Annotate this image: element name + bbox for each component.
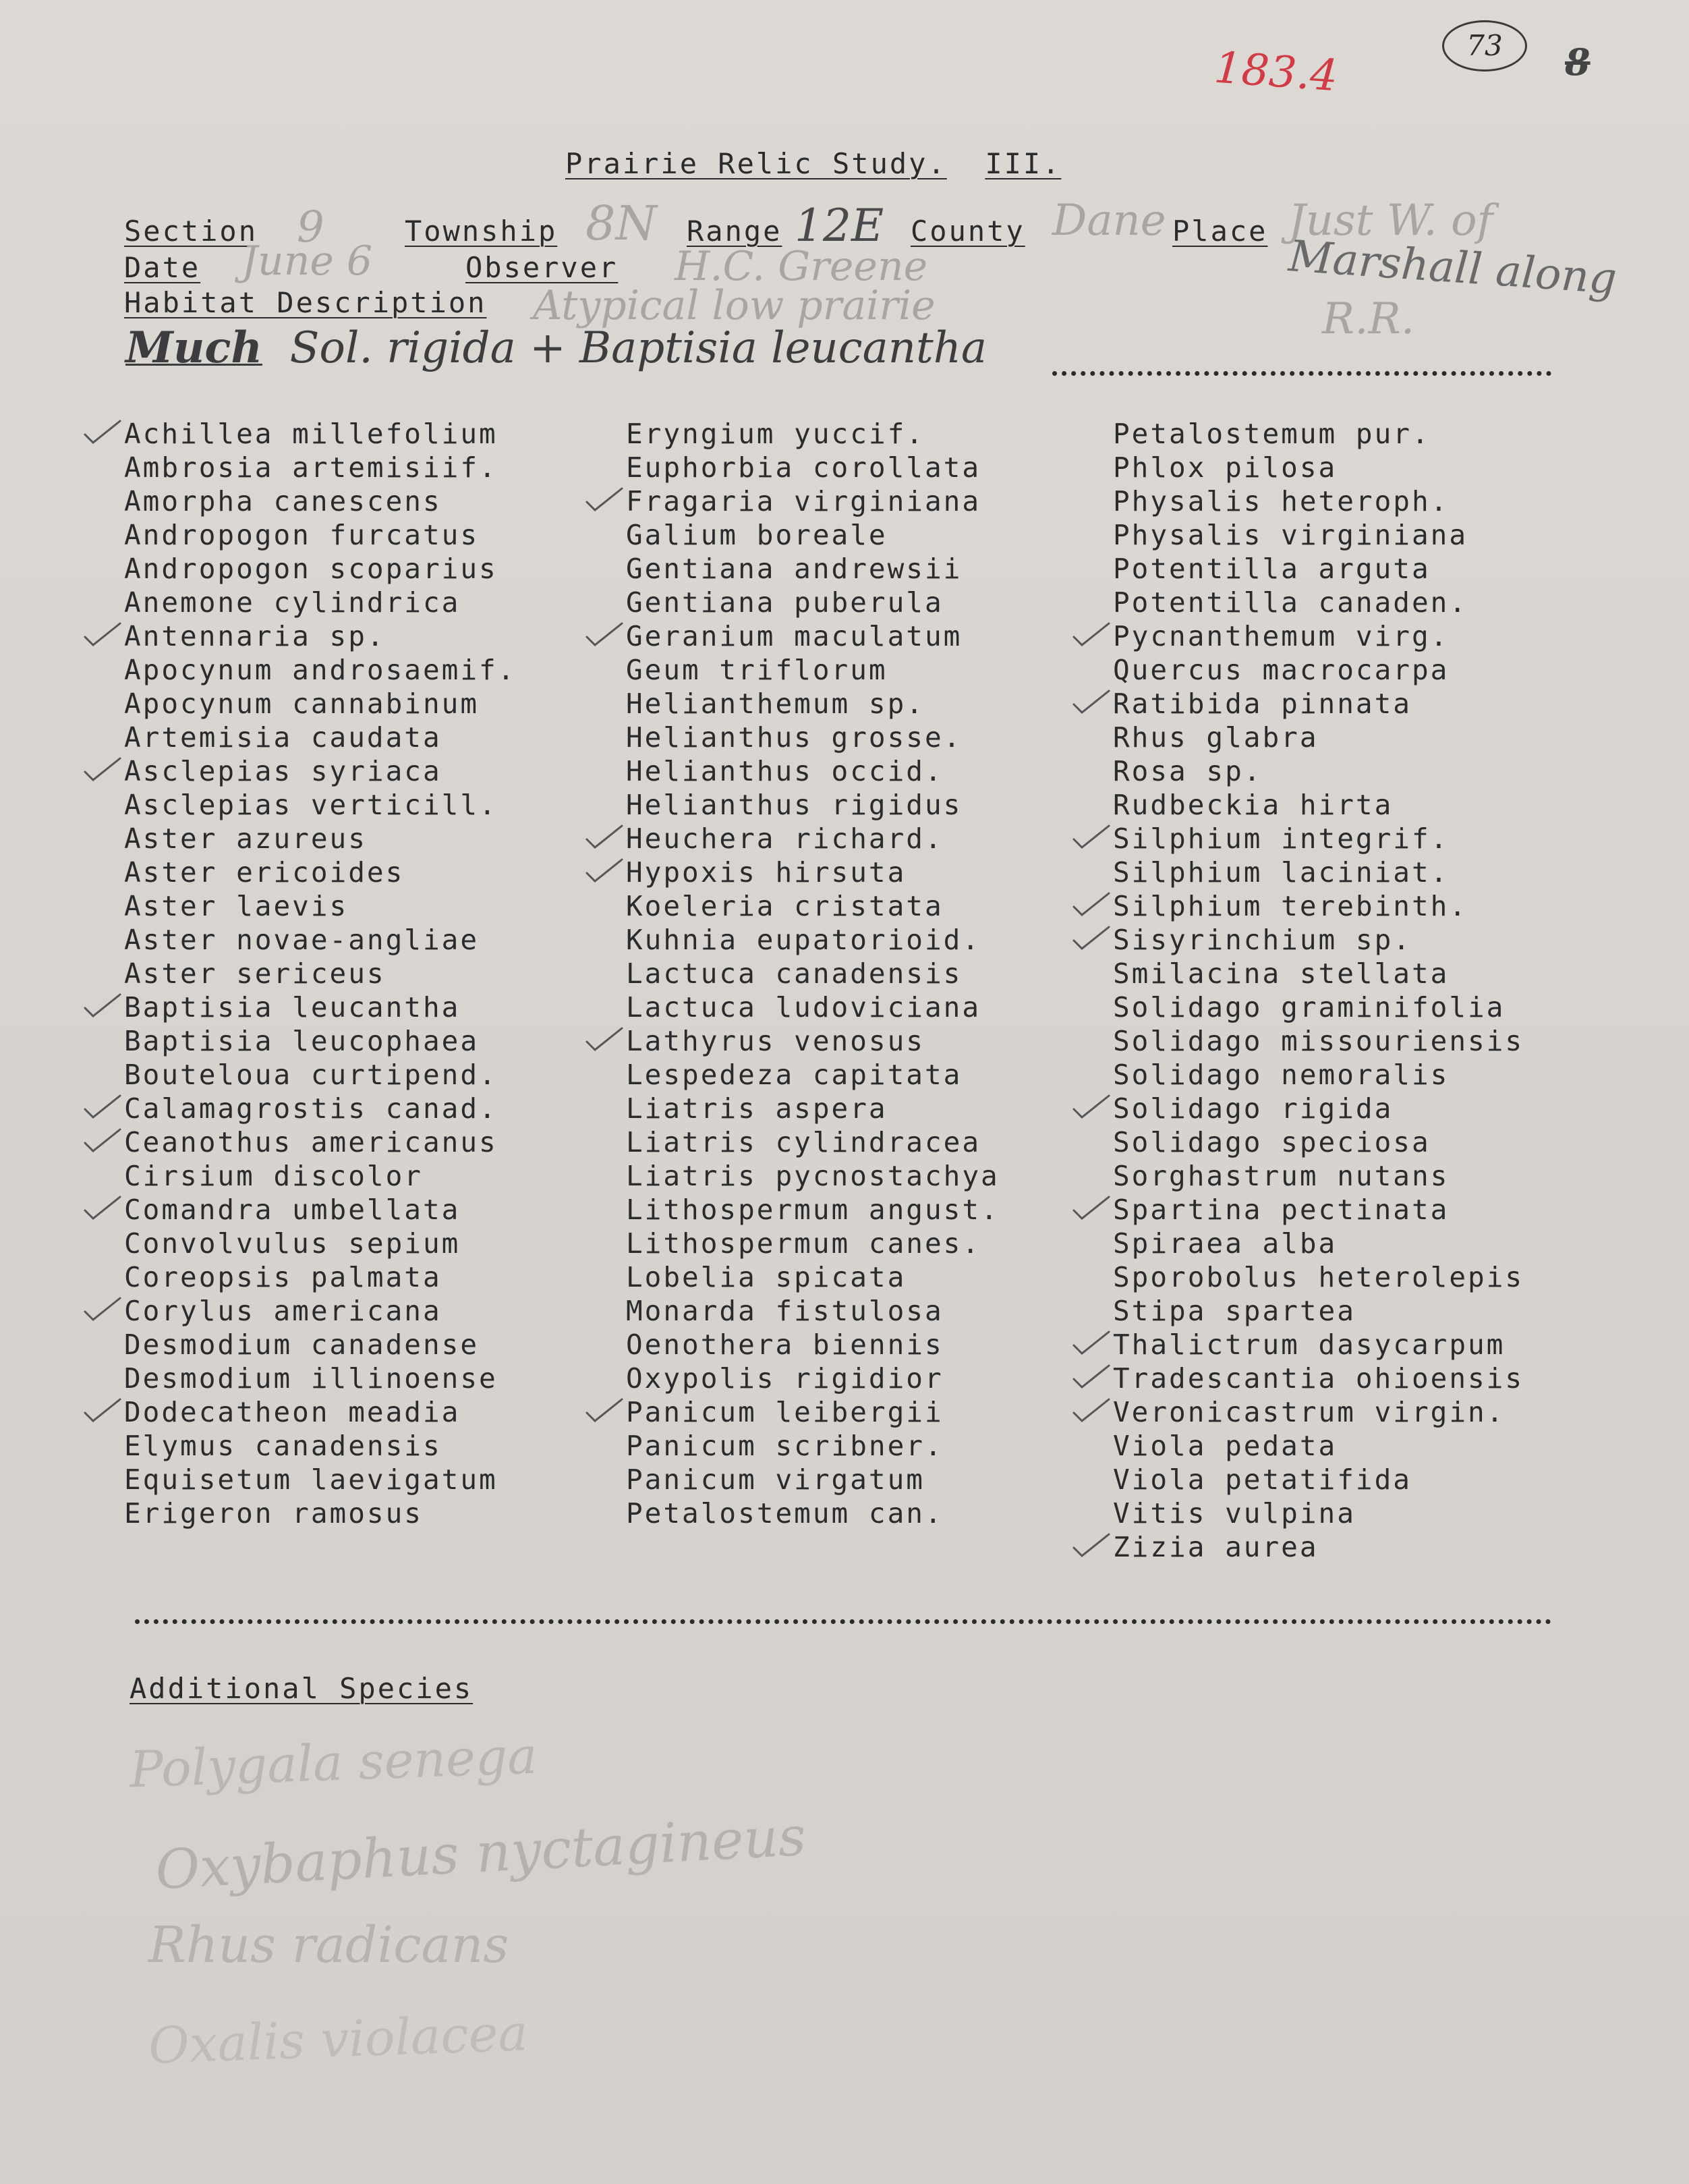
additional-species-3: Rhus radicans — [148, 1916, 509, 1974]
species-item — [1113, 451, 1524, 484]
pencil-check-icon — [1071, 924, 1112, 951]
species-name: Coreopsis palmata — [124, 1261, 442, 1293]
species-name: Petalostemum can. — [626, 1497, 944, 1530]
additional-species-1: Polygala senega — [128, 1727, 538, 1799]
species-item — [626, 1395, 1000, 1429]
species-item — [1113, 1429, 1524, 1463]
header-dotted-rule — [1052, 371, 1551, 376]
species-name: Eryngium yuccif. — [626, 418, 925, 450]
species-item — [626, 889, 1000, 923]
species-name: Smilacina stellata — [1113, 957, 1450, 990]
species-name: Sorghastrum nutans — [1113, 1160, 1450, 1192]
species-name: Physalis heteroph. — [1113, 485, 1450, 517]
species-name: Gentiana puberula — [626, 586, 944, 619]
species-item — [124, 1294, 516, 1328]
species-name: Aster azureus — [124, 822, 367, 855]
species-name: Euphorbia corollata — [626, 451, 981, 484]
species-item — [1113, 990, 1524, 1024]
species-name: Artemisia caudata — [124, 721, 442, 754]
range-label: Range — [687, 215, 782, 248]
species-name: Zizia aurea — [1113, 1531, 1319, 1563]
species-name: Liatris aspera — [626, 1092, 888, 1125]
pencil-check-icon — [1071, 823, 1112, 850]
pencil-check-icon — [82, 1194, 123, 1221]
section-value: 9 — [297, 202, 324, 252]
species-item — [626, 822, 1000, 856]
species-item — [626, 1193, 1000, 1227]
document-title: Prairie Relic Study. III. — [565, 147, 1062, 180]
species-item — [124, 754, 516, 788]
species-name: Solidago rigida — [1113, 1092, 1394, 1125]
species-item — [1113, 1159, 1524, 1193]
pencil-check-icon — [1071, 1397, 1112, 1424]
species-item — [626, 1260, 1000, 1294]
species-name: Lespedeza capitata — [626, 1059, 963, 1091]
pencil-check-icon — [82, 1093, 123, 1120]
species-item — [124, 417, 516, 451]
species-name: Andropogon furcatus — [124, 519, 479, 551]
species-name: Kuhnia eupatorioid. — [626, 924, 981, 956]
species-item — [1113, 1294, 1524, 1328]
species-item — [626, 1227, 1000, 1260]
species-item — [626, 1125, 1000, 1159]
additional-species-4: Oxalis violacea — [147, 2004, 529, 2075]
habitat-value: Atypical low prairie — [533, 282, 936, 329]
species-name: Panicum leibergii — [626, 1396, 944, 1428]
species-name: Helianthemum sp. — [626, 688, 925, 720]
species-name: Ambrosia artemisiif. — [124, 451, 498, 484]
county-label: County — [911, 215, 1025, 248]
species-name: Erigeron ramosus — [124, 1497, 423, 1530]
species-column-3 — [1113, 417, 1524, 1564]
date-value: June 6 — [241, 237, 373, 285]
species-item — [1113, 923, 1524, 957]
species-name: Solidago nemoralis — [1113, 1059, 1450, 1091]
species-name: Silphium integrif. — [1113, 822, 1450, 855]
species-item — [1113, 687, 1524, 721]
species-item — [626, 417, 1000, 451]
species-item — [1113, 1125, 1524, 1159]
species-item — [626, 923, 1000, 957]
species-name: Solidago speciosa — [1113, 1126, 1431, 1158]
species-item — [626, 1159, 1000, 1193]
habitat-label: Habitat Description — [124, 286, 487, 319]
species-item — [1113, 856, 1524, 889]
species-item — [124, 923, 516, 957]
species-name: Koeleria cristata — [626, 890, 944, 922]
species-item — [1113, 788, 1524, 822]
species-item — [626, 1328, 1000, 1362]
pencil-check-icon — [1071, 1532, 1112, 1559]
species-item — [124, 721, 516, 754]
species-item — [124, 552, 516, 586]
species-name: Helianthus occid. — [626, 755, 944, 787]
species-item — [124, 1159, 516, 1193]
pencil-check-icon — [584, 823, 625, 850]
species-name: Heuchera richard. — [626, 822, 944, 855]
species-item — [124, 1092, 516, 1125]
species-name: Helianthus grosse. — [626, 721, 963, 754]
species-name: Geum triflorum — [626, 654, 888, 686]
species-name: Veronicastrum virgin. — [1113, 1396, 1506, 1428]
species-name: Equisetum laevigatum — [124, 1463, 498, 1496]
species-name: Helianthus rigidus — [626, 789, 963, 821]
pencil-check-icon — [584, 486, 625, 513]
species-name: Cirsium discolor — [124, 1160, 423, 1192]
species-item — [626, 687, 1000, 721]
species-item — [1113, 1227, 1524, 1260]
species-item — [1113, 1193, 1524, 1227]
species-item — [1113, 1463, 1524, 1496]
species-name: Thalictrum dasycarpum — [1113, 1328, 1506, 1361]
species-item — [626, 1429, 1000, 1463]
species-item — [626, 586, 1000, 619]
species-item — [1113, 619, 1524, 653]
species-name: Quercus macrocarpa — [1113, 654, 1450, 686]
species-item — [1113, 1362, 1524, 1395]
species-name: Apocynum cannabinum — [124, 688, 479, 720]
observer-value: H.C. Greene — [675, 243, 928, 290]
species-item — [1113, 1395, 1524, 1429]
species-item — [626, 754, 1000, 788]
species-item — [626, 1496, 1000, 1530]
county-value: Dane — [1052, 196, 1166, 246]
species-name: Liatris pycnostachya — [626, 1160, 1000, 1192]
species-item — [124, 451, 516, 484]
species-name: Lithospermum angust. — [626, 1194, 1000, 1226]
species-item — [124, 1260, 516, 1294]
species-name: Viola petatifida — [1113, 1463, 1412, 1496]
species-name: Oenothera biennis — [626, 1328, 944, 1361]
species-name: Lobelia spicata — [626, 1261, 907, 1293]
species-name: Fragaria virginiana — [626, 485, 981, 517]
species-name: Aster sericeus — [124, 957, 386, 990]
species-name: Solidago missouriensis — [1113, 1025, 1524, 1057]
species-item — [1113, 552, 1524, 586]
footer-dotted-rule — [135, 1619, 1551, 1624]
species-item — [1113, 1530, 1524, 1564]
species-name: Anemone cylindrica — [124, 586, 461, 619]
species-item — [1113, 653, 1524, 687]
species-item — [626, 1092, 1000, 1125]
species-name: Aster ericoides — [124, 856, 405, 889]
species-name: Lactuca ludoviciana — [626, 991, 981, 1024]
species-name: Pycnanthemum virg. — [1113, 620, 1450, 652]
species-item — [124, 1227, 516, 1260]
observer-label: Observer — [465, 251, 619, 284]
pencil-check-icon — [584, 1026, 625, 1053]
species-name: Corylus americana — [124, 1295, 442, 1327]
species-item — [1113, 586, 1524, 619]
species-item — [124, 1463, 516, 1496]
species-item — [1113, 1092, 1524, 1125]
place-label: Place — [1172, 215, 1268, 248]
species-item — [626, 990, 1000, 1024]
species-item — [124, 653, 516, 687]
species-item — [626, 788, 1000, 822]
species-name: Comandra umbellata — [124, 1194, 461, 1226]
species-item — [1113, 957, 1524, 990]
species-name: Calamagrostis canad. — [124, 1092, 498, 1125]
species-name: Baptisia leucantha — [124, 991, 461, 1024]
pencil-check-icon — [82, 418, 123, 445]
species-name: Dodecatheon meadia — [124, 1396, 461, 1428]
species-item — [1113, 1260, 1524, 1294]
range-value: 12E — [795, 200, 884, 252]
species-item — [124, 889, 516, 923]
species-item — [124, 822, 516, 856]
species-item — [124, 990, 516, 1024]
species-item — [1113, 518, 1524, 552]
species-item — [1113, 417, 1524, 451]
circled-page-number: 73 — [1442, 20, 1527, 72]
pencil-check-icon — [1071, 1329, 1112, 1356]
species-column-2 — [626, 417, 1000, 1530]
species-item — [1113, 889, 1524, 923]
species-name: Sisyrinchium sp. — [1113, 924, 1412, 956]
species-item — [124, 619, 516, 653]
species-item — [626, 1058, 1000, 1092]
pencil-check-icon — [82, 1127, 123, 1154]
species-name: Geranium maculatum — [626, 620, 963, 652]
species-item — [626, 451, 1000, 484]
species-name: Vitis vulpina — [1113, 1497, 1356, 1530]
species-name: Potentilla arguta — [1113, 553, 1431, 585]
species-item — [124, 518, 516, 552]
species-name: Gentiana andrewsii — [626, 553, 963, 585]
species-item — [1113, 822, 1524, 856]
species-name: Amorpha canescens — [124, 485, 442, 517]
species-name: Solidago graminifolia — [1113, 991, 1506, 1024]
species-item — [124, 1125, 516, 1159]
species-item — [626, 1294, 1000, 1328]
species-item — [124, 1024, 516, 1058]
species-item — [626, 1362, 1000, 1395]
species-item — [626, 653, 1000, 687]
species-item — [124, 957, 516, 990]
species-item — [626, 721, 1000, 754]
red-page-number: 183.4 — [1212, 43, 1340, 102]
pencil-check-icon — [1071, 1363, 1112, 1390]
species-name: Hypoxis hirsuta — [626, 856, 907, 889]
species-name: Aster novae-angliae — [124, 924, 479, 956]
species-item — [124, 1058, 516, 1092]
species-name: Aster laevis — [124, 890, 349, 922]
species-item — [1113, 1496, 1524, 1530]
species-item — [124, 484, 516, 518]
species-name: Viola pedata — [1113, 1430, 1338, 1462]
species-name: Lithospermum canes. — [626, 1227, 981, 1260]
species-name: Silphium terebinth. — [1113, 890, 1468, 922]
species-item — [626, 957, 1000, 990]
species-item — [1113, 484, 1524, 518]
species-item — [124, 1429, 516, 1463]
species-item — [626, 1463, 1000, 1496]
species-name: Asclepias syriaca — [124, 755, 442, 787]
species-name: Ceanothus americanus — [124, 1126, 498, 1158]
species-name: Rudbeckia hirta — [1113, 789, 1394, 821]
species-name: Oxypolis rigidior — [626, 1362, 944, 1395]
township-label: Township — [405, 215, 558, 248]
place-value-line1: Just W. of — [1288, 196, 1493, 246]
pencil-check-icon — [1071, 688, 1112, 715]
species-item — [626, 484, 1000, 518]
pencil-check-icon — [1071, 891, 1112, 918]
additional-species-label: Additional Species — [130, 1672, 474, 1705]
species-name: Monarda fistulosa — [626, 1295, 944, 1327]
species-name: Apocynum androsaemif. — [124, 654, 517, 686]
species-item — [124, 1395, 516, 1429]
species-name: Achillea millefolium — [124, 418, 498, 450]
pencil-check-icon — [82, 1397, 123, 1424]
species-item — [124, 687, 516, 721]
species-item — [1113, 1328, 1524, 1362]
species-name: Convolvulus sepium — [124, 1227, 461, 1260]
corner-mark: 8 — [1565, 40, 1591, 84]
species-item — [124, 1193, 516, 1227]
species-item — [124, 1328, 516, 1362]
pencil-check-icon — [584, 621, 625, 648]
species-name: Phlox pilosa — [1113, 451, 1338, 484]
species-name: Liatris cylindracea — [626, 1126, 981, 1158]
species-name: Antennaria sp. — [124, 620, 386, 652]
species-name: Silphium laciniat. — [1113, 856, 1450, 889]
pencil-check-icon — [1071, 1093, 1112, 1120]
species-item — [124, 856, 516, 889]
pencil-check-icon — [82, 621, 123, 648]
species-item — [1113, 1024, 1524, 1058]
place-value-line2: Marshall along — [1287, 231, 1619, 304]
species-item — [124, 1362, 516, 1395]
species-name: Desmodium illinoense — [124, 1362, 498, 1395]
species-name: Sporobolus heterolepis — [1113, 1261, 1524, 1293]
pencil-check-icon — [82, 1295, 123, 1322]
species-item — [626, 856, 1000, 889]
species-item — [626, 619, 1000, 653]
pencil-check-icon — [584, 857, 625, 884]
species-name: Potentilla canaden. — [1113, 586, 1468, 619]
species-name: Ratibida pinnata — [1113, 688, 1412, 720]
species-name: Rosa sp. — [1113, 755, 1263, 787]
species-name: Andropogon scoparius — [124, 553, 498, 585]
species-column-1 — [124, 417, 516, 1530]
pencil-check-icon — [82, 992, 123, 1019]
pencil-check-icon — [1071, 1194, 1112, 1221]
species-item — [124, 586, 516, 619]
township-value: 8N — [585, 196, 657, 251]
species-name: Baptisia leucophaea — [124, 1025, 479, 1057]
species-name: Spiraea alba — [1113, 1227, 1338, 1260]
habitat-note: Much Sol. rigida + Baptisia leucantha — [125, 323, 987, 373]
species-name: Bouteloua curtipend. — [124, 1059, 498, 1091]
species-name: Galium boreale — [626, 519, 888, 551]
place-value-line3: R.R. — [1322, 294, 1415, 344]
species-name: Lactuca canadensis — [626, 957, 963, 990]
species-name: Lathyrus venosus — [626, 1025, 925, 1057]
species-item — [1113, 754, 1524, 788]
species-name: Elymus canadensis — [124, 1430, 442, 1462]
species-name: Stipa spartea — [1113, 1295, 1356, 1327]
species-name: Spartina pectinata — [1113, 1194, 1450, 1226]
species-name: Petalostemum pur. — [1113, 418, 1431, 450]
pencil-check-icon — [584, 1397, 625, 1424]
species-name: Desmodium canadense — [124, 1328, 479, 1361]
additional-species-2: Oxybaphus nyctagineus — [154, 1804, 807, 1902]
species-name: Asclepias verticill. — [124, 789, 498, 821]
species-name: Panicum scribner. — [626, 1430, 944, 1462]
species-item — [124, 788, 516, 822]
species-item — [626, 552, 1000, 586]
pencil-check-icon — [1071, 621, 1112, 648]
section-label: Section — [124, 215, 258, 248]
species-name: Rhus glabra — [1113, 721, 1319, 754]
species-name: Tradescantia ohioensis — [1113, 1362, 1524, 1395]
species-item — [1113, 721, 1524, 754]
species-item — [124, 1496, 516, 1530]
species-item — [626, 1024, 1000, 1058]
date-label: Date — [124, 251, 201, 284]
species-name: Physalis virginiana — [1113, 519, 1468, 551]
species-item — [1113, 1058, 1524, 1092]
pencil-check-icon — [82, 756, 123, 783]
species-name: Panicum virgatum — [626, 1463, 925, 1496]
species-item — [626, 518, 1000, 552]
